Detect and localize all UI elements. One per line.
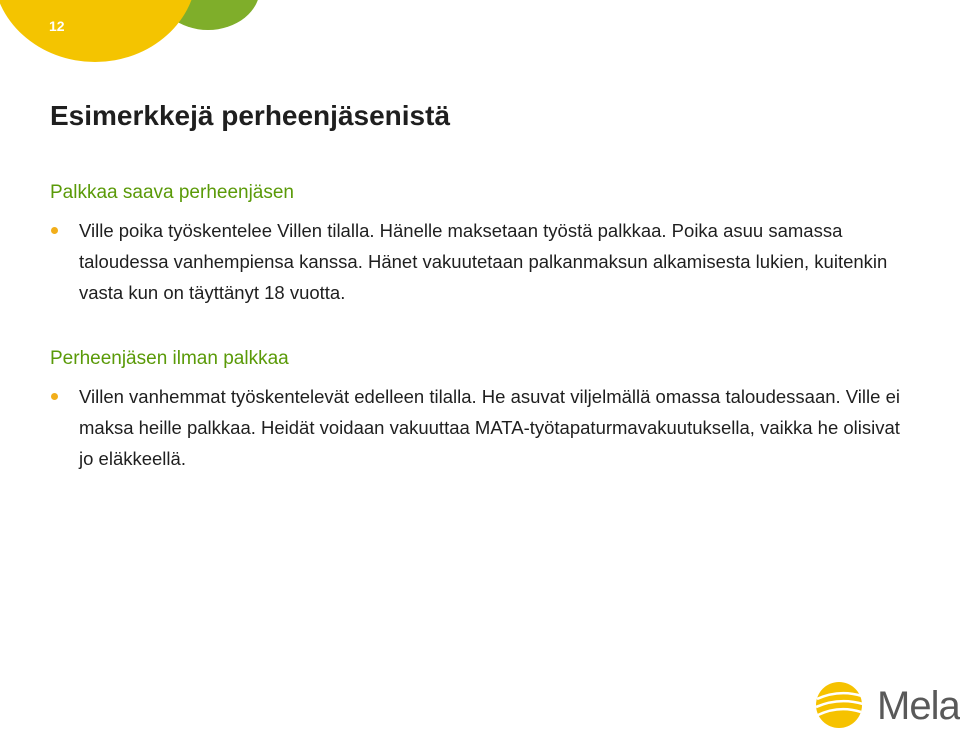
section-unpaid-family-member — [50, 348, 910, 474]
bullet-item — [50, 381, 910, 474]
bullet-text: Ville poika työskentelee Villen tilalla. Hänelle maksetaan työstä palkkaa. Poika asuu samassa taloudessa vanhempiensa kanssa. Hänet vakuutetaan palkanmaksun alkamisesta lukien, kuitenkin vasta kun on täyttänyt 18 vuotta. — [79, 220, 888, 303]
page-number: 12 — [49, 18, 65, 34]
section-heading: Palkkaa saava perheenjäsen — [50, 182, 295, 203]
bullet-text: Villen vanhemmat työskentelevät edelleen tilalla. He asuvat viljelmällä omassa taloudessaan. Ville ei maksa heille palkkaa. Heidät voidaan vakuuttaa MATA-työtapaturmavakuutuksella, vaikka he olisivat jo eläkkeellä. — [79, 386, 900, 469]
bullet-dot-icon — [51, 227, 58, 234]
bullet-item — [50, 215, 910, 308]
section-paid-family-member — [50, 182, 910, 308]
bullet-dot-icon — [51, 393, 58, 400]
page-title: Esimerkkejä perheenjäsenistä — [50, 100, 451, 131]
corner-decoration — [0, 0, 280, 80]
logo-text: Mela — [877, 684, 960, 728]
section-heading: Perheenjäsen ilman palkkaa — [50, 348, 289, 369]
